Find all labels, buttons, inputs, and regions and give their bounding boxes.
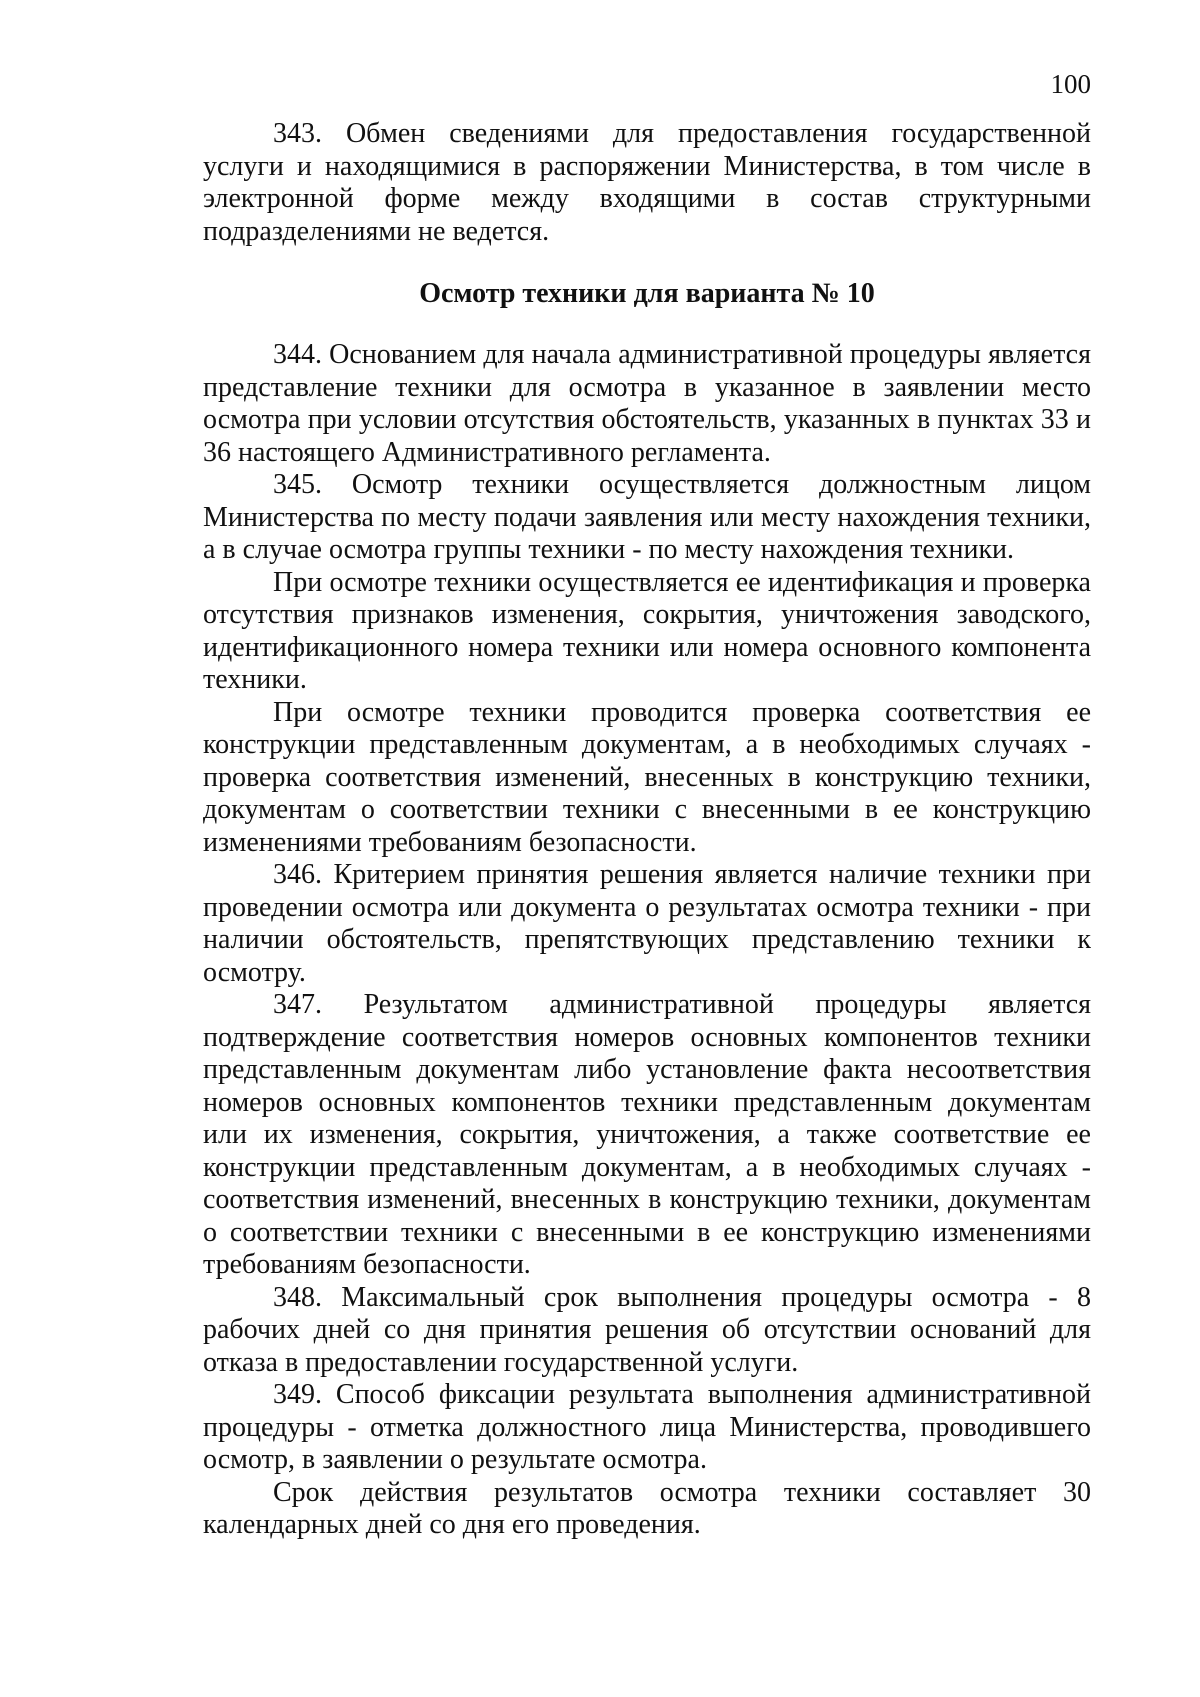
paragraph-347: 347. Результатом административной процедуры является подтверждение соответствия номеров основных компонентов техники представленным документам либо установление факта несоответствия номеров основных компонентов техники представленным документам или их изменения, сокрытия, уничтожения, а также соответствие ее конструкции представленным документам, а в необходимых случаях - соответствия изменений, внесенных в конструкцию техники, документам о соответствии техники с внесенными в ее конструкцию изменениями требованиям безопасности.: [203, 989, 1091, 1280]
paragraph-construction-check: При осмотре техники проводится проверка соответствия ее конструкции представленным документам, а в необходимых случаях - проверка соответствия изменений, внесенных в конструкцию техники, документам о соответствии техники с внесенными в ее конструкцию изменениями требованиям безопасности.: [203, 696, 1091, 858]
paragraph-349: 349. Способ фиксации результата выполнения административной процедуры - отметка должностного лица Министерства, проводившего осмотр, в заявлении о результате осмотра.: [203, 1379, 1091, 1475]
document-body: [203, 118, 1091, 1542]
paragraph-identification: При осмотре техники осуществляется ее идентификация и проверка отсутствия признаков изменения, сокрытия, уничтожения заводского, идентификационного номера техники или номера основного компонента техники.: [203, 566, 1091, 695]
paragraph-344: 344. Основанием для начала административной процедуры является представление техники для осмотра в указанное в заявлении место осмотра при условии отсутствия обстоятельств, указанных в пунктах 33 и 36 настоящего Административного регламента.: [203, 339, 1091, 468]
section-heading: Осмотр техники для варианта № 10: [419, 278, 875, 309]
paragraph-343: 343. Обмен сведениями для предоставления государственной услуги и находящимися в распоряжении Министерства, в том числе в электронной форме между входящими в состав структурными подразделениями не ведется.: [203, 118, 1091, 247]
paragraph-validity-period: Срок действия результатов осмотра техники составляет 30 календарных дней со дня его проведения.: [203, 1476, 1091, 1540]
page-number: 100: [1050, 69, 1091, 99]
paragraph-348: 348. Максимальный срок выполнения процедуры осмотра - 8 рабочих дней со дня принятия решения об отсутствии оснований для отказа в предоставлении государственной услуги.: [203, 1281, 1091, 1378]
paragraph-346: 346. Критерием принятия решения является наличие техники при проведении осмотра или документа о результатах осмотра техники - при наличии обстоятельств, препятствующих представлению техники к осмотру.: [203, 859, 1091, 988]
paragraph-345: 345. Осмотр техники осуществляется должностным лицом Министерства по месту подачи заявления или месту нахождения техники, а в случае осмотра группы техники - по месту нахождения техники.: [203, 469, 1091, 565]
